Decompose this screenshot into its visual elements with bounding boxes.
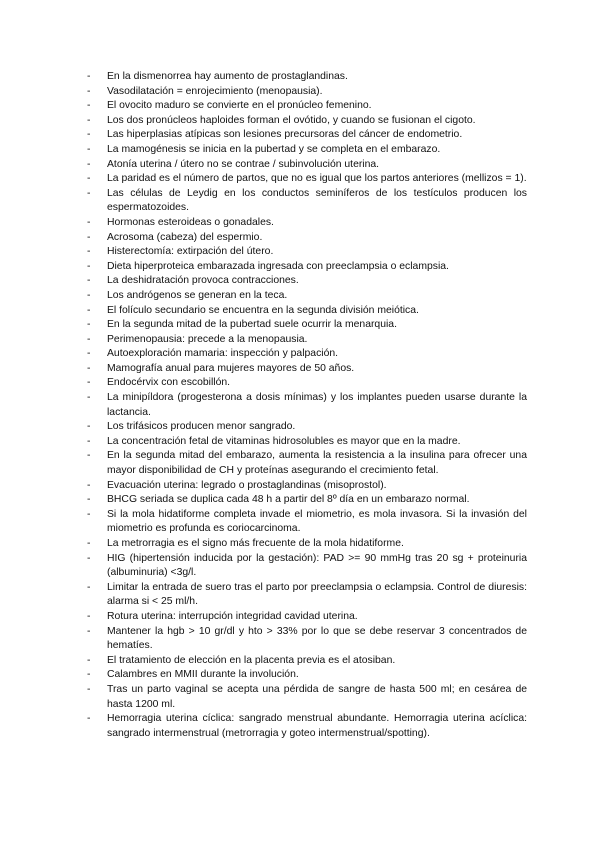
list-item-text: BHCG seriada se duplica cada 48 h a partir del 8º día en un embarazo normal. <box>107 494 470 506</box>
list-item-text: Mamografía anual para mujeres mayores de 50 años. <box>107 362 355 374</box>
list-item-text: Si la mola hidatiforme completa invade el miometrio, es mola invasora. Si la invasión del miometrio es profunda es coriocarcinoma. <box>107 508 527 535</box>
bullet-dash: - <box>87 362 91 374</box>
bullet-dash: - <box>87 319 91 331</box>
list-item-text: El folículo secundario se encuentra en la segunda división meiótica. <box>107 304 419 316</box>
list-item-text: Los trifásicos producen menor sangrado. <box>107 421 296 433</box>
bullet-dash: - <box>87 552 91 564</box>
list-item-text: Endocérvix con escobillón. <box>107 377 231 389</box>
bullet-dash: - <box>87 71 91 82</box>
bullet-dash: - <box>87 479 91 491</box>
list-item-text: Acrosoma (cabeza) del espermio. <box>107 231 263 243</box>
bullet-dash: - <box>87 450 91 462</box>
list-item-text: La mamogénesis se inicia en la pubertad y se completa en el embarazo. <box>107 143 441 155</box>
list-item-text: Limitar la entrada de suero tras el parto por preeclampsia o eclampsia. Control de diuresis: alarma si < 25 ml/h. <box>107 581 527 608</box>
list-item <box>87 70 527 85</box>
list-item <box>87 391 527 420</box>
bullet-dash: - <box>87 85 91 97</box>
list-item-text: En la dismenorrea hay aumento de prostaglandinas. <box>107 71 348 82</box>
bullet-dash: - <box>87 581 91 593</box>
list-item <box>87 114 527 129</box>
list-item <box>87 712 527 741</box>
bullet-dash: - <box>87 187 91 199</box>
list-item <box>87 537 527 552</box>
list-item <box>87 654 527 669</box>
bullet-dash: - <box>87 143 91 155</box>
list-item <box>87 449 527 478</box>
list-item <box>87 420 527 435</box>
list-item-text: Las hiperplasias atípicas son lesiones precursoras del cáncer de endometrio. <box>107 129 463 141</box>
bullet-dash: - <box>87 158 91 170</box>
list-item <box>87 128 527 143</box>
bullet-dash: - <box>87 289 91 301</box>
list-item <box>87 216 527 231</box>
bullet-dash: - <box>87 610 91 622</box>
list-item <box>87 435 527 450</box>
list-item <box>87 493 527 508</box>
bullet-dash: - <box>87 216 91 228</box>
bullet-dash: - <box>87 508 91 520</box>
bullet-dash: - <box>87 669 91 681</box>
list-item-text: La deshidratación provoca contracciones. <box>107 275 299 287</box>
bullet-dash: - <box>87 392 91 404</box>
list-item-text: Perimenopausia: precede a la menopausia. <box>107 333 308 345</box>
list-item <box>87 143 527 158</box>
list-item <box>87 625 527 654</box>
list-item-text: Tras un parto vaginal se acepta una pérdida de sangre de hasta 500 ml; en cesárea de hasta 1200 ml. <box>107 683 527 710</box>
list-item-text: Evacuación uterina: legrado o prostaglandinas (misoprostol). <box>107 479 387 491</box>
list-item <box>87 347 527 362</box>
list-item-text: Las células de Leydig en los conductos seminíferos de los testículos producen los espermatozoides. <box>107 187 527 214</box>
list-item-text: Los andrógenos se generan en la teca. <box>107 289 288 301</box>
list-item-text: El tratamiento de elección en la placenta previa es el atosiban. <box>107 654 396 666</box>
list-item <box>87 552 527 581</box>
list-item <box>87 683 527 712</box>
list-item-text: Mantener la hgb > 10 gr/dl y hto > 33% por lo que se debe reservar 3 concentrados de hematíes. <box>107 625 527 652</box>
bullet-dash: - <box>87 421 91 433</box>
list-item <box>87 245 527 260</box>
list-item <box>87 231 527 246</box>
notes-list <box>87 70 527 741</box>
list-item-text: Hemorragia uterina cíclica: sangrado menstrual abundante. Hemorragia uterina acíclica: sangrado intermenstrual (metrorragia y goteo intermenstrual/spotting). <box>107 713 527 739</box>
list-item-text: La minipíldora (progesterona a dosis mínimas) y los implantes pueden usarse durante la lactancia. <box>107 392 527 418</box>
list-item-text: Atonía uterina / útero no se contrae / subinvolución uterina. <box>107 158 380 170</box>
bullet-dash: - <box>87 173 91 185</box>
bullet-dash: - <box>87 377 91 389</box>
bullet-dash: - <box>87 246 91 258</box>
list-item <box>87 260 527 275</box>
list-item <box>87 172 527 187</box>
list-item <box>87 581 527 610</box>
list-item-text: La concentración fetal de vitaminas hidrosolubles es mayor que en la madre. <box>107 435 461 447</box>
bullet-dash: - <box>87 435 91 447</box>
bullet-dash: - <box>87 304 91 316</box>
bullet-dash: - <box>87 129 91 141</box>
bullet-dash: - <box>87 275 91 287</box>
list-item <box>87 668 527 683</box>
list-item <box>87 187 527 216</box>
list-item <box>87 610 527 625</box>
list-item <box>87 333 527 348</box>
bullet-dash: - <box>87 114 91 126</box>
list-item-text: En la segunda mitad del embarazo, aumenta la resistencia a la insulina para ofrecer una mayor disponibilidad de CH y proteínas asegurando el crecimiento fetal. <box>107 450 527 477</box>
list-item-text: Vasodilatación = enrojecimiento (menopausia). <box>107 85 323 97</box>
bullet-dash: - <box>87 348 91 360</box>
bullet-dash: - <box>87 333 91 345</box>
bullet-dash: - <box>87 654 91 666</box>
list-item-text: HIG (hipertensión inducida por la gestación): PAD >= 90 mmHg tras 20 sg + proteinuria (albuminuria) <3g/l. <box>107 552 527 579</box>
list-item-text: Los dos pronúcleos haploides forman el ovótido, y cuando se fusionan el cigoto. <box>107 114 476 126</box>
list-item <box>87 274 527 289</box>
list-item-text: La metrorragia es el signo más frecuente de la mola hidatiforme. <box>107 538 404 549</box>
list-item-text: La paridad es el número de partos, que no es igual que los partos anteriores (mellizos = 1). <box>107 173 527 185</box>
list-item-text: El ovocito maduro se convierte en el pronúcleo femenino. <box>107 100 372 112</box>
bullet-dash: - <box>87 713 91 725</box>
bullet-dash: - <box>87 683 91 695</box>
bullet-dash: - <box>87 100 91 112</box>
list-item <box>87 304 527 319</box>
list-item <box>87 318 527 333</box>
list-item <box>87 362 527 377</box>
bullet-dash: - <box>87 625 91 637</box>
list-item-text: Histerectomía: extirpación del útero. <box>107 246 274 258</box>
bullet-dash: - <box>87 538 91 549</box>
list-item <box>87 85 527 100</box>
list-item <box>87 376 527 391</box>
list-item-text: Autoexploración mamaria: inspección y palpación. <box>107 348 339 360</box>
list-item-text: Hormonas esteroideas o gonadales. <box>107 216 274 228</box>
list-item <box>87 289 527 304</box>
list-item-text: En la segunda mitad de la pubertad suele ocurrir la menarquia. <box>107 319 397 331</box>
bullet-dash: - <box>87 231 91 243</box>
list-item <box>87 99 527 114</box>
bullet-dash: - <box>87 494 91 506</box>
list-item <box>87 479 527 494</box>
list-item-text: Calambres en MMII durante la involución. <box>107 669 299 681</box>
list-item-text: Dieta hiperproteica embarazada ingresada con preeclampsia o eclampsia. <box>107 260 449 272</box>
list-item <box>87 158 527 173</box>
list-item-text: Rotura uterina: interrupción integridad cavidad uterina. <box>107 610 358 622</box>
bullet-dash: - <box>87 260 91 272</box>
list-item <box>87 508 527 537</box>
